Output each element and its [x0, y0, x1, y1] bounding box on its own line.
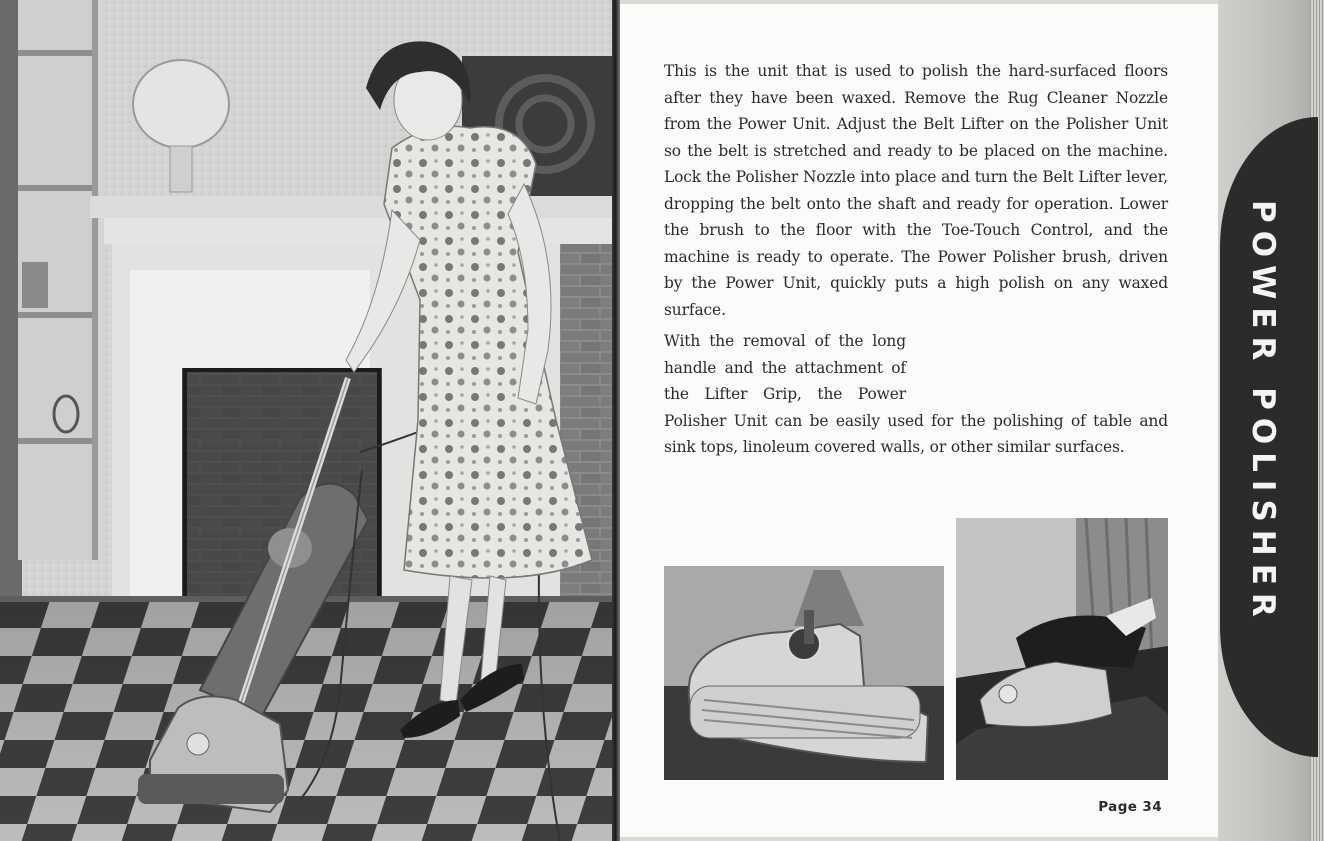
lifter-grip-image — [956, 518, 1168, 780]
book-gutter — [612, 0, 620, 841]
text-wrap-spacer — [906, 328, 1168, 394]
polisher-nozzle-photo — [664, 566, 944, 780]
text-page — [620, 4, 1218, 837]
lifter-grip-photo — [956, 518, 1168, 780]
section-tab-text: POWER POLISHER — [1245, 200, 1281, 625]
polisher-nozzle-image — [664, 566, 944, 780]
section-tab-label — [1238, 200, 1288, 680]
woman-polishing-floor-illustration — [0, 0, 616, 841]
page-number: Page 34 — [1098, 799, 1162, 815]
body-text — [664, 58, 1168, 466]
paragraph-2 — [664, 328, 1168, 461]
paragraph-2-text: With the removal of the long handle and the attachment of the Lifter Grip, the Power Polisher Unit can be easily used for the polishing of table and sink tops, linoleum covered walls, or other similar surfaces. — [664, 332, 1168, 456]
paragraph-1: This is the unit that is used to polish the hard-surfaced floors after they have been waxed. Remove the Rug Cleaner Nozzle from the Power Unit. Adjust the Belt Lifter on the Polisher Unit so the belt is stretched and ready to be placed on the machine. Lock the Polisher Nozzle into place and turn the Belt Lifter lever, dropping the belt onto the shaft and ready for operation. Lower the brush to the floor with the Toe-Touch Control, and the machine is ready to operate. The Power Polisher brush, driven by the Power Unit, quickly puts a high polish on any waxed surface. — [664, 62, 1168, 319]
woman-polishing-floor-photo — [0, 0, 616, 841]
